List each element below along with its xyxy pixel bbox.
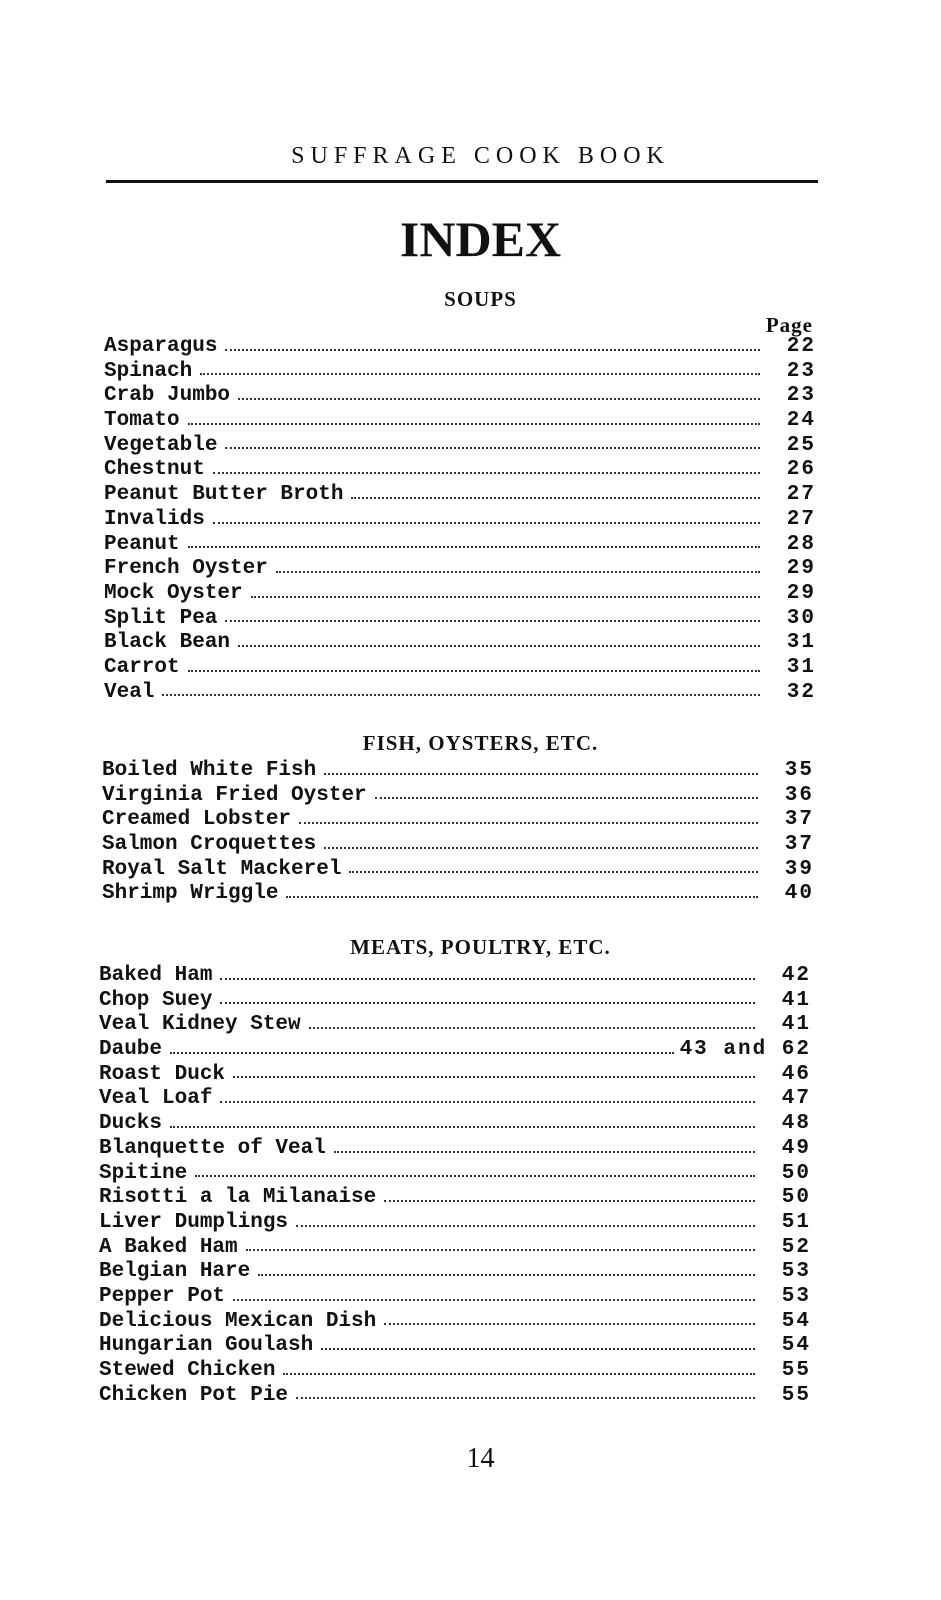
dot-leader: [324, 847, 758, 849]
dot-leader: [162, 694, 760, 696]
entry-title: Roast Duck: [99, 1062, 226, 1086]
entry-title: Stewed Chicken: [99, 1359, 276, 1382]
page-number: 14: [466, 1443, 495, 1474]
entry-title: Spitine: [99, 1161, 188, 1185]
entry-page-number: 49: [781, 1136, 811, 1160]
entry-title: Ducks: [99, 1112, 163, 1136]
entry-title: Royal Salt Mackerel: [102, 857, 342, 881]
entry-page-number: 42: [781, 964, 811, 987]
entry-page-number: 47: [781, 1087, 811, 1111]
dot-leader: [296, 1225, 755, 1227]
entry-page-number: 48: [781, 1112, 811, 1136]
index-entry: [104, 360, 816, 385]
dot-leader: [238, 645, 760, 647]
index-entry: [99, 1137, 811, 1162]
dot-leader: [246, 1249, 755, 1251]
entry-page-number: 53: [781, 1284, 811, 1308]
entry-title: Vegetable: [104, 433, 218, 457]
entry-title: French Oyster: [104, 557, 268, 581]
entry-title: Asparagus: [104, 335, 218, 358]
entry-page-number: 55: [781, 1383, 811, 1407]
entry-title: Mock Oyster: [104, 581, 243, 605]
dot-leader: [225, 447, 760, 449]
index-entry: [102, 784, 814, 809]
entry-page-number: 31: [786, 631, 816, 655]
index-entry: [104, 631, 816, 656]
section-heading-fish: FISH, OYSTERS, ETC.: [362, 731, 599, 755]
index-entry: [99, 1359, 811, 1384]
entry-page-number: 36: [784, 783, 814, 807]
entry-title: Virginia Fried Oyster: [102, 783, 367, 807]
dot-leader: [220, 1101, 755, 1103]
index-entry: [104, 582, 816, 607]
entry-title: Salmon Croquettes: [102, 833, 317, 857]
dot-leader: [334, 1151, 755, 1153]
index-entry: [104, 557, 816, 582]
index-entry: [99, 1013, 811, 1038]
running-head: SUFFRAGE COOK BOOK: [291, 143, 670, 169]
entry-page-number: 43 and 62: [679, 1038, 811, 1062]
entry-title: Crab Jumbo: [104, 384, 231, 408]
index-entry: [104, 335, 816, 360]
index-entry: [102, 858, 814, 883]
entry-title: Hungarian Goulash: [99, 1334, 314, 1358]
entry-page-number: 54: [781, 1309, 811, 1333]
entry-page-number: 54: [781, 1334, 811, 1358]
dot-leader: [324, 773, 758, 775]
dot-leader: [188, 546, 760, 548]
dot-leader: [225, 620, 760, 622]
header-rule: [106, 180, 818, 183]
dot-leader: [276, 571, 760, 573]
entry-page-number: 27: [786, 507, 816, 531]
dot-leader: [220, 1002, 755, 1004]
dot-leader: [170, 1052, 674, 1054]
index-entry: [104, 656, 816, 681]
fish-index-list: [102, 759, 814, 907]
entry-title: Spinach: [104, 359, 193, 383]
index-entry: [99, 1236, 811, 1261]
index-entry: [99, 1211, 811, 1236]
index-entry: [104, 409, 816, 434]
dot-leader: [200, 373, 760, 375]
section-heading-meats: MEATS, POULTRY, ETC.: [350, 935, 611, 959]
entry-title: Delicious Mexican Dish: [99, 1309, 377, 1333]
entry-page-number: 41: [781, 1013, 811, 1037]
entry-title: Veal Loaf: [99, 1087, 213, 1111]
entry-page-number: 41: [781, 988, 811, 1012]
entry-title: Risotti a la Milanaise: [99, 1186, 377, 1210]
index-entry: [104, 384, 816, 409]
index-entry: [104, 434, 816, 459]
entry-page-number: 22: [786, 335, 816, 358]
meats-index-list: [99, 964, 811, 1408]
entry-title: A Baked Ham: [99, 1235, 238, 1259]
entry-page-number: 39: [784, 857, 814, 881]
dot-leader: [375, 797, 758, 799]
index-entry: [104, 533, 816, 558]
entry-title: Chop Suey: [99, 988, 213, 1012]
index-entry: [99, 1112, 811, 1137]
index-entry: [102, 833, 814, 858]
entry-page-number: 27: [786, 483, 816, 507]
entry-title: Tomato: [104, 409, 180, 433]
entry-page-number: 40: [784, 882, 814, 906]
entry-page-number: 23: [786, 384, 816, 408]
dot-leader: [233, 1076, 755, 1078]
entry-page-number: 55: [781, 1359, 811, 1382]
entry-page-number: 24: [786, 409, 816, 433]
dot-leader: [258, 1274, 755, 1276]
dot-leader: [238, 398, 760, 400]
dot-leader: [213, 472, 760, 474]
entry-page-number: 31: [786, 655, 816, 679]
entry-page-number: 32: [786, 680, 816, 704]
index-entry: [99, 1260, 811, 1285]
index-entry: [104, 458, 816, 483]
entry-title: Blanquette of Veal: [99, 1136, 326, 1160]
index-entry: [104, 508, 816, 533]
index-entry: [99, 1334, 811, 1359]
section-heading-soups: SOUPS: [444, 287, 517, 311]
index-entry: [102, 808, 814, 833]
dot-leader: [170, 1126, 755, 1128]
dot-leader: [251, 596, 760, 598]
entry-page-number: 29: [786, 557, 816, 581]
entry-title: Boiled White Fish: [102, 759, 317, 782]
entry-title: Creamed Lobster: [102, 808, 292, 832]
dot-leader: [225, 349, 760, 351]
entry-title: Chestnut: [104, 458, 205, 482]
entry-page-number: 50: [781, 1186, 811, 1210]
entry-title: Carrot: [104, 655, 180, 679]
dot-leader: [299, 822, 758, 824]
entry-title: Split Pea: [104, 606, 218, 630]
index-entry: [99, 1038, 811, 1063]
entry-page-number: 50: [781, 1161, 811, 1185]
dot-leader: [188, 423, 760, 425]
index-entry: [99, 1384, 811, 1409]
entry-page-number: 51: [781, 1210, 811, 1234]
dot-leader: [349, 871, 758, 873]
entry-page-number: 28: [786, 532, 816, 556]
entry-title: Pepper Pot: [99, 1284, 226, 1308]
entry-title: Invalids: [104, 507, 205, 531]
index-entry: [99, 1162, 811, 1187]
entry-title: Daube: [99, 1038, 163, 1062]
index-entry: [104, 681, 816, 706]
entry-page-number: 26: [786, 458, 816, 482]
dot-leader: [220, 978, 755, 980]
entry-title: Veal Kidney Stew: [99, 1013, 301, 1037]
index-entry: [99, 1186, 811, 1211]
dot-leader: [188, 670, 760, 672]
entry-page-number: 37: [784, 808, 814, 832]
index-entry: [99, 989, 811, 1014]
page-column-label: Page: [765, 313, 813, 337]
entry-page-number: 52: [781, 1235, 811, 1259]
index-title: INDEX: [399, 211, 562, 267]
entry-page-number: 23: [786, 359, 816, 383]
dot-leader: [351, 497, 760, 499]
dot-leader: [384, 1200, 755, 1202]
index-entry: [99, 1310, 811, 1335]
index-entry: [102, 759, 814, 784]
dot-leader: [233, 1299, 755, 1301]
entry-title: Black Bean: [104, 631, 231, 655]
entry-title: Peanut Butter Broth: [104, 483, 344, 507]
index-entry: [99, 1285, 811, 1310]
index-entry: [99, 1087, 811, 1112]
entry-title: Veal: [104, 680, 155, 704]
index-entry: [104, 607, 816, 632]
dot-leader: [286, 896, 758, 898]
entry-page-number: 30: [786, 606, 816, 630]
index-entry: [99, 964, 811, 989]
entry-page-number: 53: [781, 1260, 811, 1284]
dot-leader: [384, 1323, 755, 1325]
entry-title: Peanut: [104, 532, 180, 556]
index-entry: [99, 1063, 811, 1088]
entry-page-number: 35: [784, 759, 814, 782]
dot-leader: [309, 1027, 755, 1029]
entry-title: Shrimp Wriggle: [102, 882, 279, 906]
entry-page-number: 29: [786, 581, 816, 605]
entry-title: Liver Dumplings: [99, 1210, 289, 1234]
index-entry: [102, 882, 814, 907]
dot-leader: [213, 522, 760, 524]
dot-leader: [321, 1348, 755, 1350]
entry-title: Belgian Hare: [99, 1260, 251, 1284]
entry-title: Baked Ham: [99, 964, 213, 987]
index-entry: [104, 483, 816, 508]
dot-leader: [195, 1175, 755, 1177]
dot-leader: [283, 1373, 755, 1375]
entry-page-number: 25: [786, 433, 816, 457]
soups-index-list: [104, 335, 816, 705]
entry-title: Chicken Pot Pie: [99, 1383, 289, 1407]
entry-page-number: 37: [784, 833, 814, 857]
entry-page-number: 46: [781, 1062, 811, 1086]
dot-leader: [296, 1397, 755, 1399]
